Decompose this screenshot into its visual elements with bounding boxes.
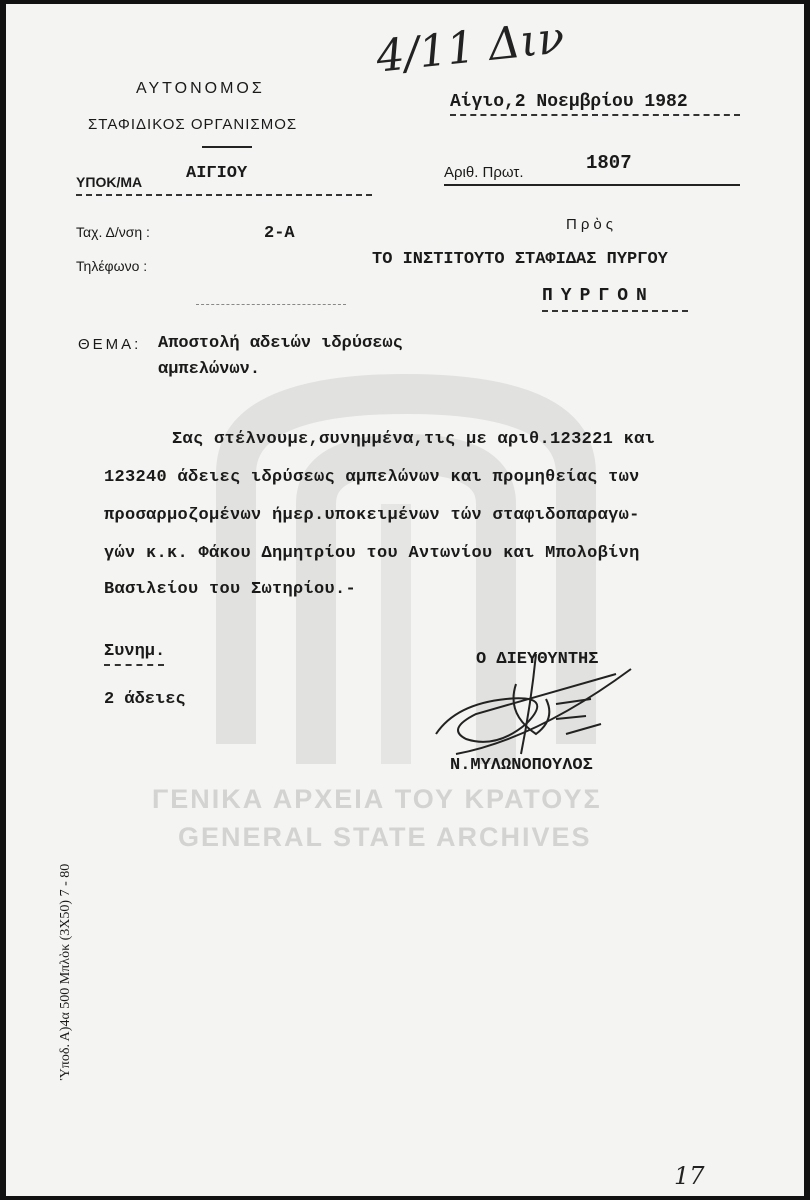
branch-dashed-line	[76, 194, 372, 196]
page-number: 17	[674, 1162, 705, 1190]
protocol-label: Αριθ. Πρωτ.	[444, 164, 524, 181]
protocol-underline	[444, 184, 740, 186]
document-page	[6, 4, 804, 1196]
handwritten-signature	[416, 644, 646, 764]
watermark-line2: GENERAL STATE ARCHIVES	[178, 822, 592, 852]
postal-value: 2-Α	[264, 224, 295, 243]
branch-value: ΑΙΓΙΟΥ	[186, 164, 248, 183]
signature-title: Ο ΔΙΕΥΘΥΝΤΗΣ	[476, 650, 599, 669]
watermark-line1: ΓΕΝΙΚΑ ΑΡΧΕΙΑ ΤΟΥ ΚΡΑΤΟΥΣ	[152, 784, 602, 814]
attachments-underline	[104, 664, 164, 666]
phone-label: Τηλέφωνο :	[76, 258, 148, 274]
body-line-5: Βασιλείου του Σωτηρίου.-	[104, 580, 357, 599]
body-line-2: 123240 άδειες ιδρύσεως αμπελώνων και προμηθείας των	[104, 468, 640, 487]
org-underline	[202, 146, 252, 148]
recipient-city: ΠΥΡΓΟΝ	[542, 286, 655, 306]
protocol-number: 1807	[586, 152, 632, 174]
postal-label: Ταχ. Δ/νση :	[76, 224, 150, 240]
date-dashed-line	[450, 114, 740, 116]
subject-line2: αμπελώνων.	[158, 360, 261, 379]
signature-name: Ν.ΜΥΛΩΝΟΠΟΥΛΟΣ	[450, 756, 593, 775]
handwritten-note: 4/11 Διν	[373, 12, 567, 83]
attachments-label: Συνημ.	[104, 642, 166, 661]
branch-label: ΥΠΟΚ/ΜΑ	[76, 174, 143, 190]
body-line-1: Σας στέλνουμε,συνημμένα,τις με αριθ.123221 και	[172, 430, 656, 449]
recipient-name: ΤΟ ΙΝΣΤΙΤΟΥΤΟ ΣΤΑΦΙΔΑΣ ΠΥΡΓΟΥ	[372, 250, 668, 269]
margin-print: Ὑποδ. Α)4α 500 Μπλὸκ (3Χ50) 7 - 80	[58, 863, 73, 1081]
subject-label: ΘΕΜΑ:	[78, 336, 142, 353]
body-line-4: γών κ.κ. Φάκου Δημητρίου του Αντωνίου και Μπολοβίνη	[104, 544, 640, 563]
subject-line1: Αποστολή αδειών ιδρύσεως	[158, 334, 403, 353]
attachments-value: 2 άδειες	[104, 690, 186, 709]
city-underline	[542, 310, 688, 312]
org-name-line1: ΑΥΤΟΝΟΜΟΣ	[136, 80, 265, 97]
recipient-to-label: Πρὸς	[566, 216, 617, 233]
body-line-3: προσαρμοζομένων ήμερ.υποκειμένων τών σταφιδοπαραγω-	[104, 506, 640, 525]
org-name-line2: ΣΤΑΦΙΔΙΚΟΣ ΟΡΓΑΝΙΣΜΟΣ	[88, 116, 298, 133]
phone-dashed-line	[196, 304, 346, 305]
place-date: Αίγιο,2 Νοεμβρίου 1982	[450, 92, 688, 112]
